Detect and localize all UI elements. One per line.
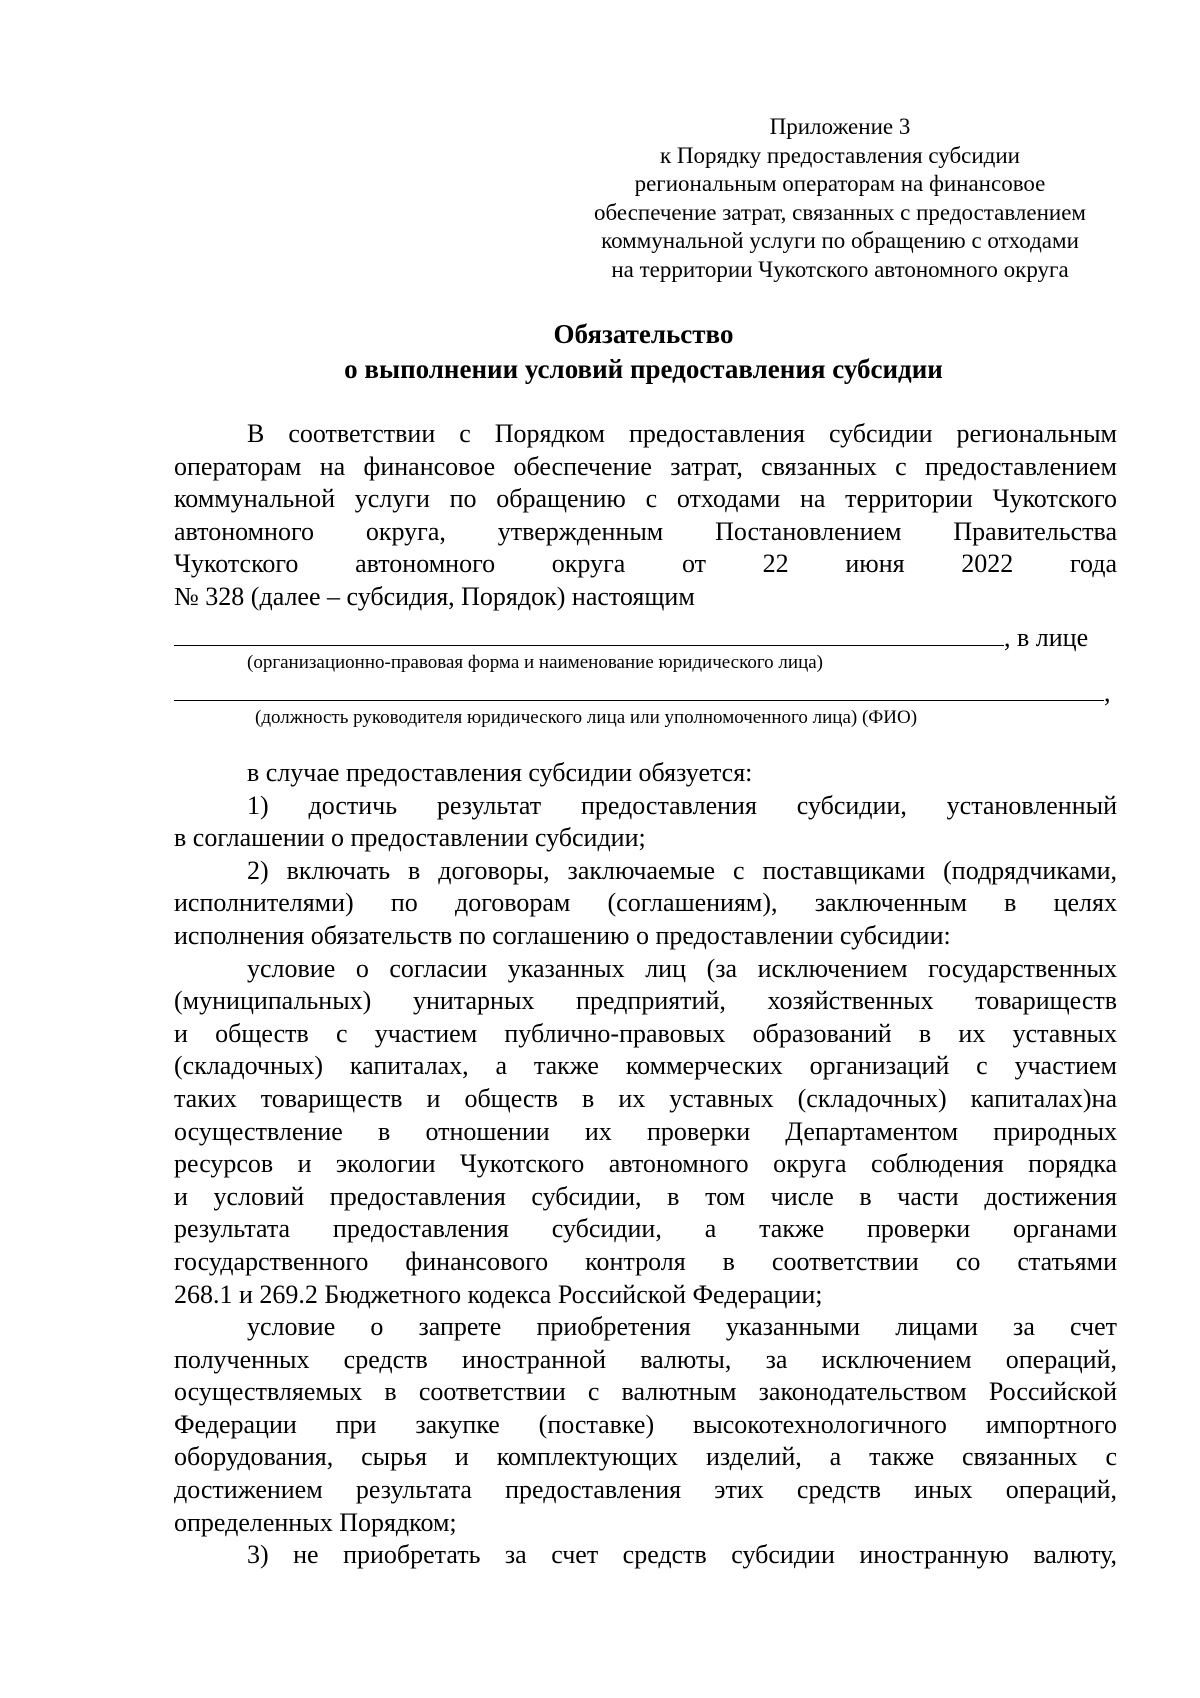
organization-field-row [174, 619, 1117, 654]
obligation-line: в соглашении о предоставлении субсидии; [174, 823, 646, 853]
obligation-line: таких товариществ и обществ в их уставных (складочных) капиталах)на [174, 1083, 1117, 1113]
obligation-line: 2) включать в договоры, заключаемые с поставщиками (подрядчиками, [247, 855, 1117, 885]
person-blank-line[interactable] [174, 674, 1104, 701]
appendix-line: обеспечение затрат, связанных с предоставлением [594, 199, 1086, 225]
obligation-line: определенных Порядком; [174, 1507, 457, 1537]
obligation-line: исполнения обязательств по соглашению о предоставлении субсидии: [174, 920, 951, 950]
intro-line: операторам на финансовое обеспечение затрат, связанных с предоставлением [174, 451, 1117, 481]
obligation-line: достижением результата предоставления этих средств иных операций, [174, 1475, 1117, 1505]
appendix-line: на территории Чукотского автономного округа [611, 256, 1069, 282]
obligation-line: условие о согласии указанных лиц (за исключением государственных [247, 953, 1117, 983]
organization-blank-line[interactable] [174, 619, 1004, 646]
intro-line: коммунальной услуги по обращению с отходами на территории Чукотского [174, 484, 1117, 514]
appendix-line: Приложение 3 [769, 114, 911, 139]
appendix-line: региональным операторам на финансовое [634, 171, 1046, 196]
organization-caption: (организационно-правовая форма и наименование юридического лица) [247, 652, 824, 673]
obligation-line: 3) не приобретать за счет средств субсидии иностранную валюту, [247, 1540, 1117, 1570]
obligation-line: и условий предоставления субсидии, в том числе в части достижения [174, 1181, 1117, 1211]
person-caption: (должность руководителя юридического лица или уполномоченного лица) (ФИО) [255, 707, 918, 728]
intro-line: В соответствии с Порядком предоставления субсидии региональным [247, 419, 1117, 448]
obligation-line: осуществление в отношении их проверки Департаментом природных [174, 1116, 1117, 1146]
obligation-line: полученных средств иностранной валюты, за исключением операций, [174, 1344, 1117, 1374]
obligation-line: оборудования, сырья и комплектующих изделий, а также связанных с [174, 1442, 1117, 1472]
appendix-header [580, 113, 1100, 284]
obligation-line: Федерации при закупке (поставке) высокотехнологичного импортного [174, 1409, 1117, 1439]
title-line-1: Обязательство [553, 319, 734, 349]
appendix-line: к Порядку предоставления субсидии [660, 142, 1020, 168]
obligations-section [174, 757, 1117, 1572]
intro-line: № 328 (далее – субсидия, Порядок) настоящим [174, 581, 695, 611]
organization-suffix: , в лице [1004, 623, 1089, 652]
appendix-line: коммунальной услуги по обращению с отходами [601, 228, 1079, 253]
obligation-line: ресурсов и экологии Чукотского автономного округа соблюдения порядка [174, 1149, 1117, 1179]
obligation-line: условие о запрете приобретения указанными лицами за счет [247, 1312, 1117, 1342]
obligation-line: государственного финансового контроля в соответствии со статьями [174, 1246, 1117, 1276]
obligation-line: осуществляемых в соответствии с валютным законодательством Российской [174, 1377, 1117, 1407]
intro-line: автономного округа, утвержденным Постановлением Правительства [174, 516, 1117, 546]
obligation-line: 268.1 и 269.2 Бюджетного кодекса Российской Федерации; [174, 1279, 823, 1309]
obligation-line: в случае предоставления субсидии обязуется: [247, 758, 753, 787]
obligation-line: исполнителями) по договорам (соглашениям), заключенным в целях [174, 888, 1117, 918]
obligation-line: результата предоставления субсидии, а также проверки органами [174, 1214, 1117, 1244]
person-field-row [174, 674, 1117, 709]
person-suffix: , [1104, 678, 1111, 707]
document-title [160, 317, 1127, 387]
title-line-2: о выполнении условий предоставления субсидии [344, 354, 943, 384]
obligation-line: и обществ с участием публично-правовых образований в их уставных [174, 1018, 1117, 1048]
intro-paragraph [174, 418, 1117, 614]
intro-line: Чукотского автономного округа от 22 июня 2022 года [174, 549, 1117, 579]
obligation-line: (муниципальных) унитарных предприятий, хозяйственных товариществ [174, 986, 1117, 1016]
obligation-line: (складочных) капиталах, а также коммерческих организаций с участием [174, 1051, 1117, 1081]
obligation-line: 1) достичь результат предоставления субсидии, установленный [247, 790, 1117, 820]
